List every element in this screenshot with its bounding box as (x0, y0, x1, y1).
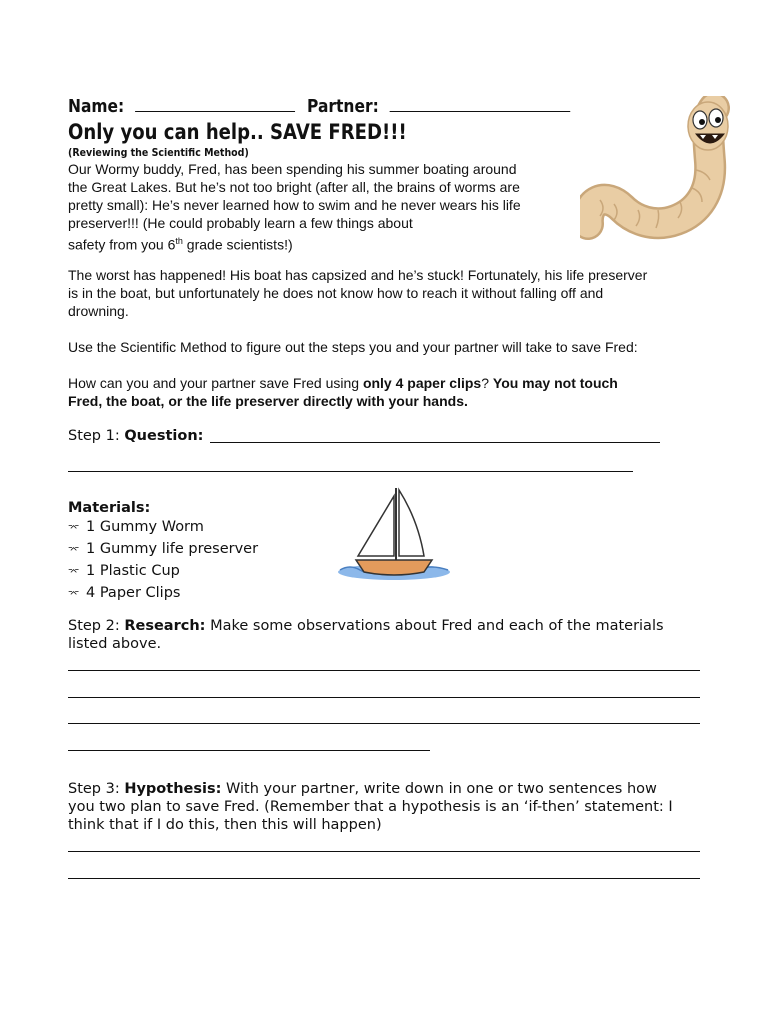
intro-line: the Great Lakes. But he’s not too bright (after all, the brains of worms are (68, 179, 520, 195)
bullet-icon: ⌤ (68, 589, 80, 600)
material-text: 4 Paper Clips (86, 585, 181, 601)
list-item (68, 583, 708, 605)
challenge-mid: ? (481, 375, 493, 391)
step2-answer-line[interactable] (68, 670, 700, 671)
page-title: Only you can help.. SAVE FRED!!! (68, 120, 407, 144)
step1-label: Question: (124, 428, 204, 444)
instruction-text: Use the Scientific Method to figure out the steps you and your partner will take to save Fred: (68, 339, 638, 355)
challenge-prefix: How can you and your partner save Fred using (68, 375, 363, 391)
intro-last-sup: th (175, 236, 183, 246)
step1-answer-line[interactable] (210, 442, 660, 443)
step3-line3: think that if I do this, then this will happen) (68, 817, 382, 833)
sailboat-icon (336, 484, 452, 584)
challenge-bold-clips: only 4 paper clips (362, 375, 482, 391)
step3-label: Hypothesis: (124, 781, 222, 797)
name-partner-row (68, 96, 570, 117)
challenge-bold-rule-line2: Fred, the boat, or the life preserver directly with your hands. (68, 393, 468, 409)
intro-line-last (68, 232, 568, 254)
intro-line: pretty small): He’s never learned how to swim and he never wears his life (68, 197, 521, 213)
step2-research (68, 617, 708, 653)
intro-line: preserver!!! (He could probably learn a few things about (68, 215, 413, 231)
partner-blank[interactable] (389, 96, 570, 112)
step3-prefix: Step 3: (68, 781, 125, 797)
challenge-paragraph (68, 374, 698, 410)
bullet-icon: ⌤ (68, 523, 80, 534)
step2-line (68, 617, 708, 635)
challenge-bold-rule: You may not touch (492, 375, 618, 391)
step2-prefix: Step 2: (68, 618, 125, 634)
step2-answer-line[interactable] (68, 723, 700, 724)
step3-hypothesis (68, 780, 708, 834)
material-text: 1 Gummy Worm (86, 519, 204, 535)
materials-heading-text: Materials: (68, 500, 151, 516)
partner-label: Partner: (307, 96, 379, 117)
scenario-line: The worst has happened! His boat has capsized and he’s stuck! Fortunately, his life preserver (68, 267, 648, 283)
scenario-line: drowning. (68, 303, 129, 319)
step2-answer-line[interactable] (68, 750, 430, 751)
intro-line: Our Wormy buddy, Fred, has been spending his summer boating around (68, 161, 517, 177)
step2-answer-line[interactable] (68, 697, 700, 698)
step2-line2: listed above. (68, 636, 162, 652)
worm-fred-icon (580, 96, 740, 244)
scenario-line: is in the boat, but unfortunately he does not know how to reach it without falling off and (68, 285, 604, 301)
name-label: Name: (68, 96, 125, 117)
intro-paragraph (68, 160, 568, 254)
bullet-icon: ⌤ (68, 545, 80, 556)
intro-last-before: safety from you 6 (68, 236, 176, 253)
step3-line (68, 780, 708, 798)
step3-line2: you two plan to save Fred. (Remember that a hypothesis is an ‘if-then’ statement: I (68, 799, 673, 815)
step1-prefix: Step 1: (68, 428, 125, 444)
step3-answer-line[interactable] (68, 851, 700, 852)
scenario-paragraph (68, 266, 698, 320)
step1-answer-line[interactable] (68, 471, 633, 472)
material-text: 1 Plastic Cup (86, 563, 180, 579)
intro-last-after: grade scientists!) (182, 236, 293, 253)
page-subtitle: (Reviewing the Scientific Method) (68, 146, 249, 159)
step2-label: Research: (124, 618, 206, 634)
step2-text: Make some observations about Fred and each of the materials (205, 618, 664, 634)
bullet-icon: ⌤ (68, 567, 80, 578)
name-blank[interactable] (135, 96, 295, 112)
step3-answer-line[interactable] (68, 878, 700, 879)
material-text: 1 Gummy life preserver (86, 541, 259, 557)
step3-text: With your partner, write down in one or two sentences how (221, 781, 657, 797)
challenge-line (68, 374, 698, 392)
